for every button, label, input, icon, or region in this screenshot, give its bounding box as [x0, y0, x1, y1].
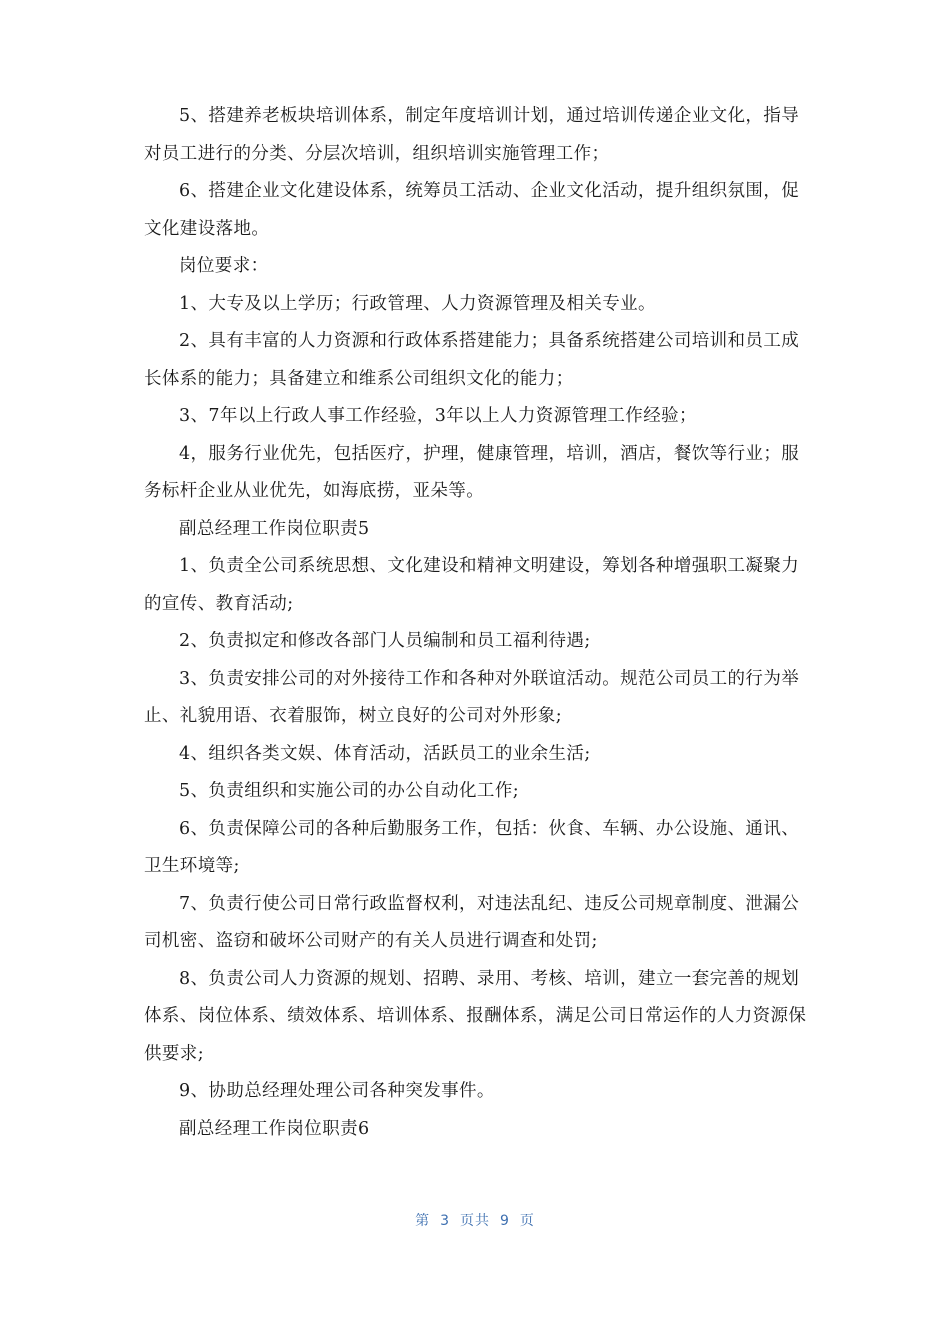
- section-heading: 岗位要求：: [179, 256, 269, 276]
- paragraph: 2、负责拟定和修改各部门人员编制和员工福利待遇;: [179, 631, 591, 651]
- paragraph: 9、协助总经理处理公司各种突发事件。: [179, 1081, 495, 1101]
- paragraph: 5、搭建养老板块培训体系，制定年度培训计划，通过培训传递企业文化，指导对员工进行的分类、分层次培训，组织培训实施管理工作；: [144, 106, 800, 164]
- document-body: [144, 98, 808, 1148]
- footer-middle: 页共: [460, 1213, 490, 1229]
- paragraph: 1、负责全公司系统思想、文化建设和精神文明建设，筹划各种增强职工凝聚力的宣传、教育活动;: [144, 556, 800, 614]
- paragraph: 7、负责行使公司日常行政监督权利，对违法乱纪、违反公司规章制度、泄漏公司机密、盗窃和破坏公司财产的有关人员进行调查和处罚;: [144, 893, 800, 951]
- paragraph: 6、搭建企业文化建设体系，统筹员工活动、企业文化活动，提升组织氛围，促文化建设落地。: [144, 181, 800, 239]
- paragraph: 4，服务行业优先，包括医疗，护理，健康管理，培训，酒店，餐饮等行业；服务标杆企业从业优先，如海底捞，亚朵等。: [144, 443, 800, 501]
- footer-suffix: 页: [519, 1213, 535, 1229]
- paragraph: 6、负责保障公司的各种后勤服务工作，包括：伙食、车辆、办公设施、通讯、卫生环境等;: [144, 818, 800, 876]
- paragraph: 2、具有丰富的人力资源和行政体系搭建能力；具备系统搭建公司培训和员工成长体系的能力；具备建立和维系公司组织文化的能力；: [144, 331, 800, 389]
- current-page-number: 3: [440, 1213, 450, 1229]
- total-pages-number: 9: [500, 1213, 510, 1229]
- section-heading: 副总经理工作岗位职责6: [179, 1118, 370, 1139]
- paragraph: 3、7年以上行政人事工作经验，3年以上人力资源管理工作经验；: [179, 406, 697, 426]
- paragraph: 8、负责公司人力资源的规划、招聘、录用、考核、培训，建立一套完善的规划体系、岗位体系、绩效体系、培训体系、报酬体系，满足公司日常运作的人力资源保供要求;: [144, 968, 807, 1064]
- paragraph: 5、负责组织和实施公司的办公自动化工作;: [179, 781, 520, 801]
- paragraph: 4、组织各类文娱、体育活动，活跃员工的业余生活;: [179, 743, 591, 764]
- page-footer: [0, 1210, 950, 1230]
- paragraph: 1、大专及以上学历；行政管理、人力资源管理及相关专业。: [179, 293, 656, 314]
- paragraph: 3、负责安排公司的对外接待工作和各种对外联谊活动。规范公司员工的行为举止、礼貌用语、衣着服饰，树立良好的公司对外形象;: [144, 668, 800, 726]
- section-heading: 副总经理工作岗位职责5: [179, 518, 370, 539]
- footer-prefix: 第: [415, 1213, 431, 1229]
